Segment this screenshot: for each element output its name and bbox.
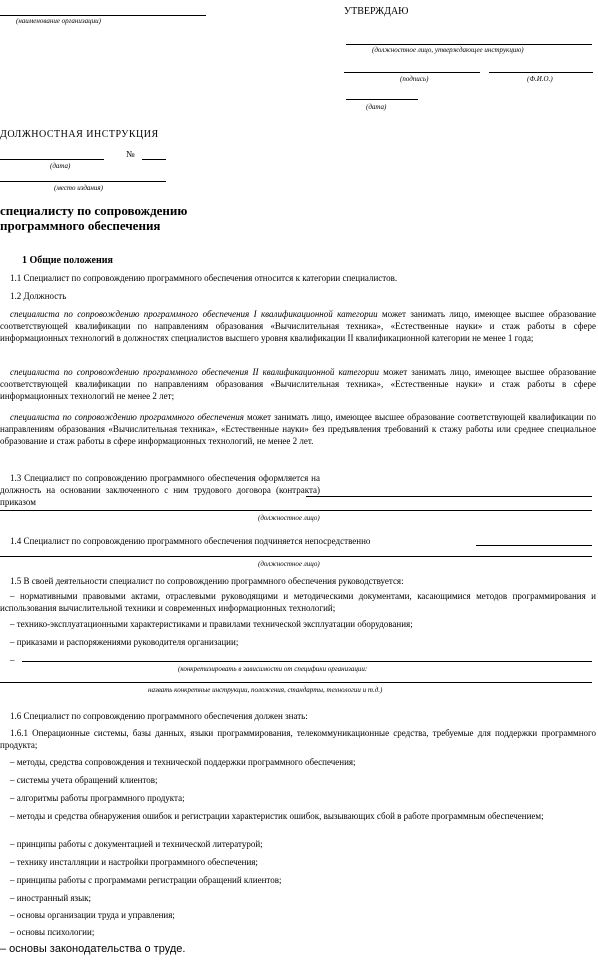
order-official-line-2 — [0, 510, 592, 511]
knowledge-item: – основы организации труда и управления; — [10, 910, 175, 920]
order-official-caption: (должностное лицо) — [258, 514, 320, 522]
concretize-line-2 — [0, 682, 592, 683]
para-1-5-d: – — [10, 655, 15, 665]
doc-date-line — [0, 159, 104, 160]
knowledge-item: – системы учета обращений клиентов; — [10, 775, 158, 785]
concretize-caption-2: назвать конкретные инструкции, положения, стандарты, технологии и т.д.) — [148, 686, 383, 694]
full-name-caption: (Ф.И.О.) — [527, 75, 553, 83]
doc-number-sign: № — [126, 149, 135, 159]
approver-position-caption: (должностное лицо, утверждающее инструкцию) — [372, 46, 524, 54]
knowledge-item: – алгоритмы работы программного продукта; — [10, 793, 185, 803]
org-name-caption: (наименование организации) — [16, 17, 101, 25]
category-1-text: может занимать лицо, имеющее высшее образование соответствующей квалификации по направлениям образования «Вычислительная техника», «Естественные науки» и стаж работы в сфере информационных технологий в должностях специалистов высшего уровня квалификации II квалификационной категории не менее 1 года; — [0, 309, 596, 343]
para-1-5: 1.5 В своей деятельности специалист по сопровождению программного обеспечения руководствуется: — [10, 576, 404, 586]
para-1-3: 1.3 Специалист по сопровождению программного обеспечения оформляется на должность на основании заключенного с ним трудового договора (контракта) приказом — [0, 473, 320, 507]
category-3-paragraph — [0, 411, 596, 447]
knowledge-item: – технику инсталляции и настройки программного обеспечения; — [10, 857, 258, 867]
order-official-line-1 — [306, 496, 592, 497]
org-name-line — [0, 15, 206, 16]
para-1-5-b: – технико-эксплуатационными характеристиками и правилами технической эксплуатации оборудования; — [10, 619, 413, 629]
supervisor-line-2 — [0, 556, 592, 557]
para-1-2: 1.2 Должность — [10, 291, 67, 301]
supervisor-caption: (должностное лицо) — [258, 560, 320, 568]
section-heading: 1 Общие положения — [22, 255, 113, 266]
full-name-line — [489, 72, 593, 73]
category-1-paragraph — [0, 308, 596, 344]
document-title: ДОЛЖНОСТНАЯ ИНСТРУКЦИЯ — [0, 129, 159, 140]
para-1-6: 1.6 Специалист по сопровождению программного обеспечения должен знать: — [10, 711, 308, 721]
para-1-5-c: – приказами и распоряжениями руководителя организации; — [10, 637, 239, 647]
place-caption: (место издания) — [54, 184, 103, 192]
para-1-5-a: – нормативными правовыми актами, отраслевыми руководящими и методическими документами, касающимися методов программирования и использования вычислительной техники и современных информационных технологий; — [0, 591, 596, 613]
para-1-4: 1.4 Специалист по сопровождению программного обеспечения подчиняется непосредственно — [10, 536, 371, 546]
para-1-6-1: 1.6.1 Операционные системы, базы данных, языки программирования, телекоммуникационные средства, требуемые для поддержки программного продукта; — [0, 728, 596, 750]
approve-date-caption: (дата) — [366, 103, 387, 111]
signature-line — [344, 72, 480, 73]
subject-line-1: специалисту по сопровождению — [0, 203, 188, 218]
knowledge-item-last: – основы законодательства о труде. — [0, 943, 186, 955]
knowledge-item: – иностранный язык; — [10, 893, 91, 903]
approver-position-line — [346, 44, 592, 45]
concretize-caption-1: (конкретизировать в зависимости от специфики организации: — [178, 665, 368, 673]
concretize-line-1 — [22, 661, 592, 662]
supervisor-line-1 — [476, 545, 592, 546]
category-2-text: может занимать лицо, имеющее высшее образование соответствующей квалификации по направлениям образования «Вычислительная техника», «Естественные науки» и стаж работы в сфере информационных технологий не менее 2 лет; — [0, 367, 596, 401]
knowledge-item: – принципы работы с документацией и технической литературой; — [10, 839, 263, 849]
category-2-paragraph — [0, 366, 596, 402]
subject-line-2: программного обеспечения — [0, 218, 161, 233]
approve-label: УТВЕРЖДАЮ — [344, 6, 409, 17]
category-1-name: специалиста по сопровождению программного обеспечения I квалификационной категории — [10, 309, 378, 319]
category-3-name: специалиста по сопровождению программного обеспечения — [10, 412, 244, 422]
category-3-text: может занимать лицо, имеющее высшее образование соответствующей квалификации по направлениям образования «Вычислительная техника», «Естественные науки» без предъявления требований к стажу работы или среднее специальное образование и стаж работы в сфере информационных технологий, не менее 2 лет. — [0, 412, 596, 446]
knowledge-item: – принципы работы с программами регистрации обращений клиентов; — [10, 875, 282, 885]
doc-number-line — [142, 159, 166, 160]
para-1-1: 1.1 Специалист по сопровождению программного обеспечения относится к категории специалистов. — [10, 273, 398, 283]
doc-date-caption: (дата) — [50, 162, 71, 170]
approve-date-line — [346, 99, 418, 100]
signature-caption: (подпись) — [400, 75, 429, 83]
knowledge-item: – основы психологии; — [10, 927, 95, 937]
category-2-name: специалиста по сопровождению программного обеспечения II квалификационной категории — [10, 367, 379, 377]
place-line — [0, 181, 166, 182]
knowledge-item: – методы, средства сопровождения и технической поддержки программного обеспечения; — [10, 757, 356, 767]
knowledge-item: – методы и средства обнаружения ошибок и регистрации характеристик ошибок, вызывающих сбой в работе программным обеспечением; — [10, 811, 544, 821]
